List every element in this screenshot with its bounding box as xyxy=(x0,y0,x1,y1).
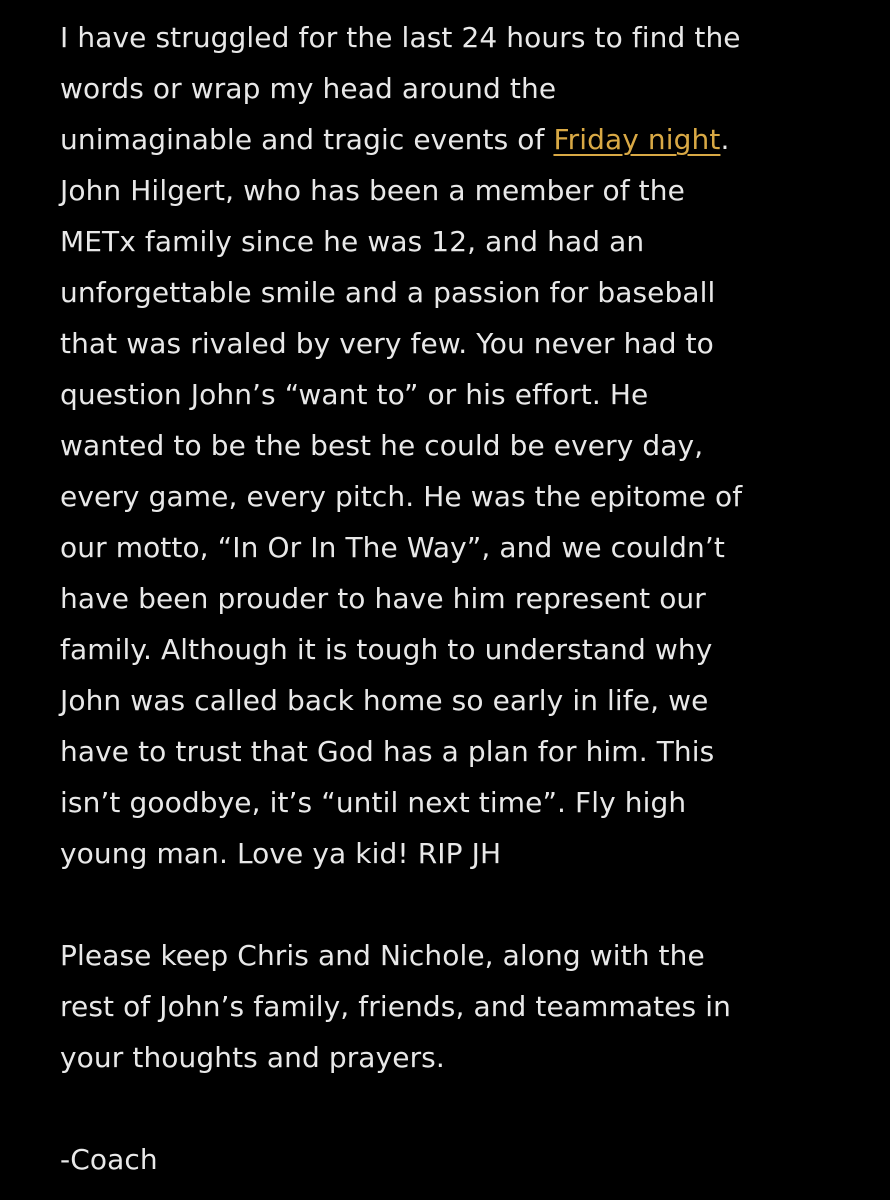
text-fragment: . xyxy=(720,123,730,156)
text-line: young man. Love ya kid! RIP JH xyxy=(60,837,502,870)
paragraph-spacer xyxy=(60,879,860,930)
text-line: family. Although it is tough to understand why xyxy=(60,633,713,666)
text-line: question John’s “want to” or his effort. He xyxy=(60,378,649,411)
text-line: I have struggled for the last 24 hours to find the xyxy=(60,21,741,54)
text-line: every game, every pitch. He was the epitome of xyxy=(60,480,743,513)
text-line: Please keep Chris and Nichole, along with the xyxy=(60,939,705,972)
paragraph-main xyxy=(60,12,860,879)
text-line: isn’t goodbye, it’s “until next time”. Fly high xyxy=(60,786,687,819)
text-line: have to trust that God has a plan for him. This xyxy=(60,735,715,768)
text-line: your thoughts and prayers. xyxy=(60,1041,445,1074)
text-line: unforgettable smile and a passion for baseball xyxy=(60,276,716,309)
text-line: our motto, “In Or In The Way”, and we couldn’t xyxy=(60,531,725,564)
paragraph-prayers xyxy=(60,930,860,1083)
text-line: rest of John’s family, friends, and teammates in xyxy=(60,990,731,1023)
text-line: John was called back home so early in life, we xyxy=(60,684,709,717)
paragraph-spacer xyxy=(60,1083,860,1134)
text-line: have been prouder to have him represent our xyxy=(60,582,706,615)
text-line: that was rivaled by very few. You never had to xyxy=(60,327,714,360)
signature: -Coach xyxy=(60,1143,158,1176)
text-line: METx family since he was 12, and had an xyxy=(60,225,645,258)
text-line: John Hilgert, who has been a member of the xyxy=(60,174,685,207)
text-fragment: unimaginable and tragic events of xyxy=(60,123,554,156)
note-body xyxy=(60,12,860,1185)
text-line: words or wrap my head around the xyxy=(60,72,557,105)
text-line: wanted to be the best he could be every day, xyxy=(60,429,704,462)
text-line xyxy=(60,114,860,165)
friday-night-link[interactable]: Friday night xyxy=(553,123,721,156)
